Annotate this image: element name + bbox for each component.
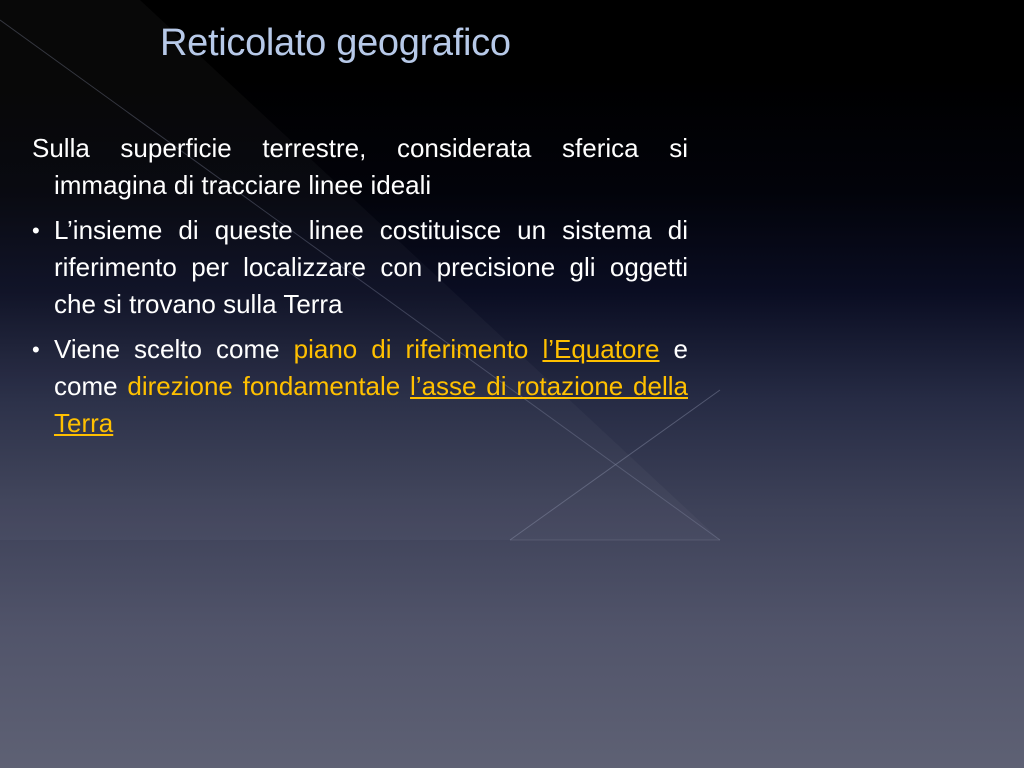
intro-text: Sulla superficie terrestre, considerata sferica si immagina di tracciare linee ideali — [32, 133, 688, 200]
bullet-2-text-part2: e come — [54, 334, 689, 401]
link-equatore[interactable]: l’Equatore — [542, 334, 660, 364]
bullet-1-text: L’insieme di queste linee costituisce un sistema di riferimento per localizzare con precisione gli oggetti che si trovano sulla Terra — [54, 215, 688, 319]
bullet-2-text-part1: Viene scelto come — [54, 334, 294, 364]
bullet-item-2 — [32, 331, 688, 442]
link-asse-rotazione[interactable]: l’asse di rotazione della Terra — [54, 371, 688, 438]
bullet-marker: • — [32, 218, 40, 243]
slide-body — [32, 130, 688, 450]
bullet-item-1 — [32, 212, 688, 323]
slide-title: Reticolato geografico — [160, 22, 511, 64]
highlight-piano-riferimento: piano di riferimento — [293, 334, 529, 364]
intro-paragraph — [32, 130, 688, 204]
highlight-direzione-fondamentale: direzione fondamentale — [127, 371, 401, 401]
bullet-marker: • — [32, 337, 40, 362]
